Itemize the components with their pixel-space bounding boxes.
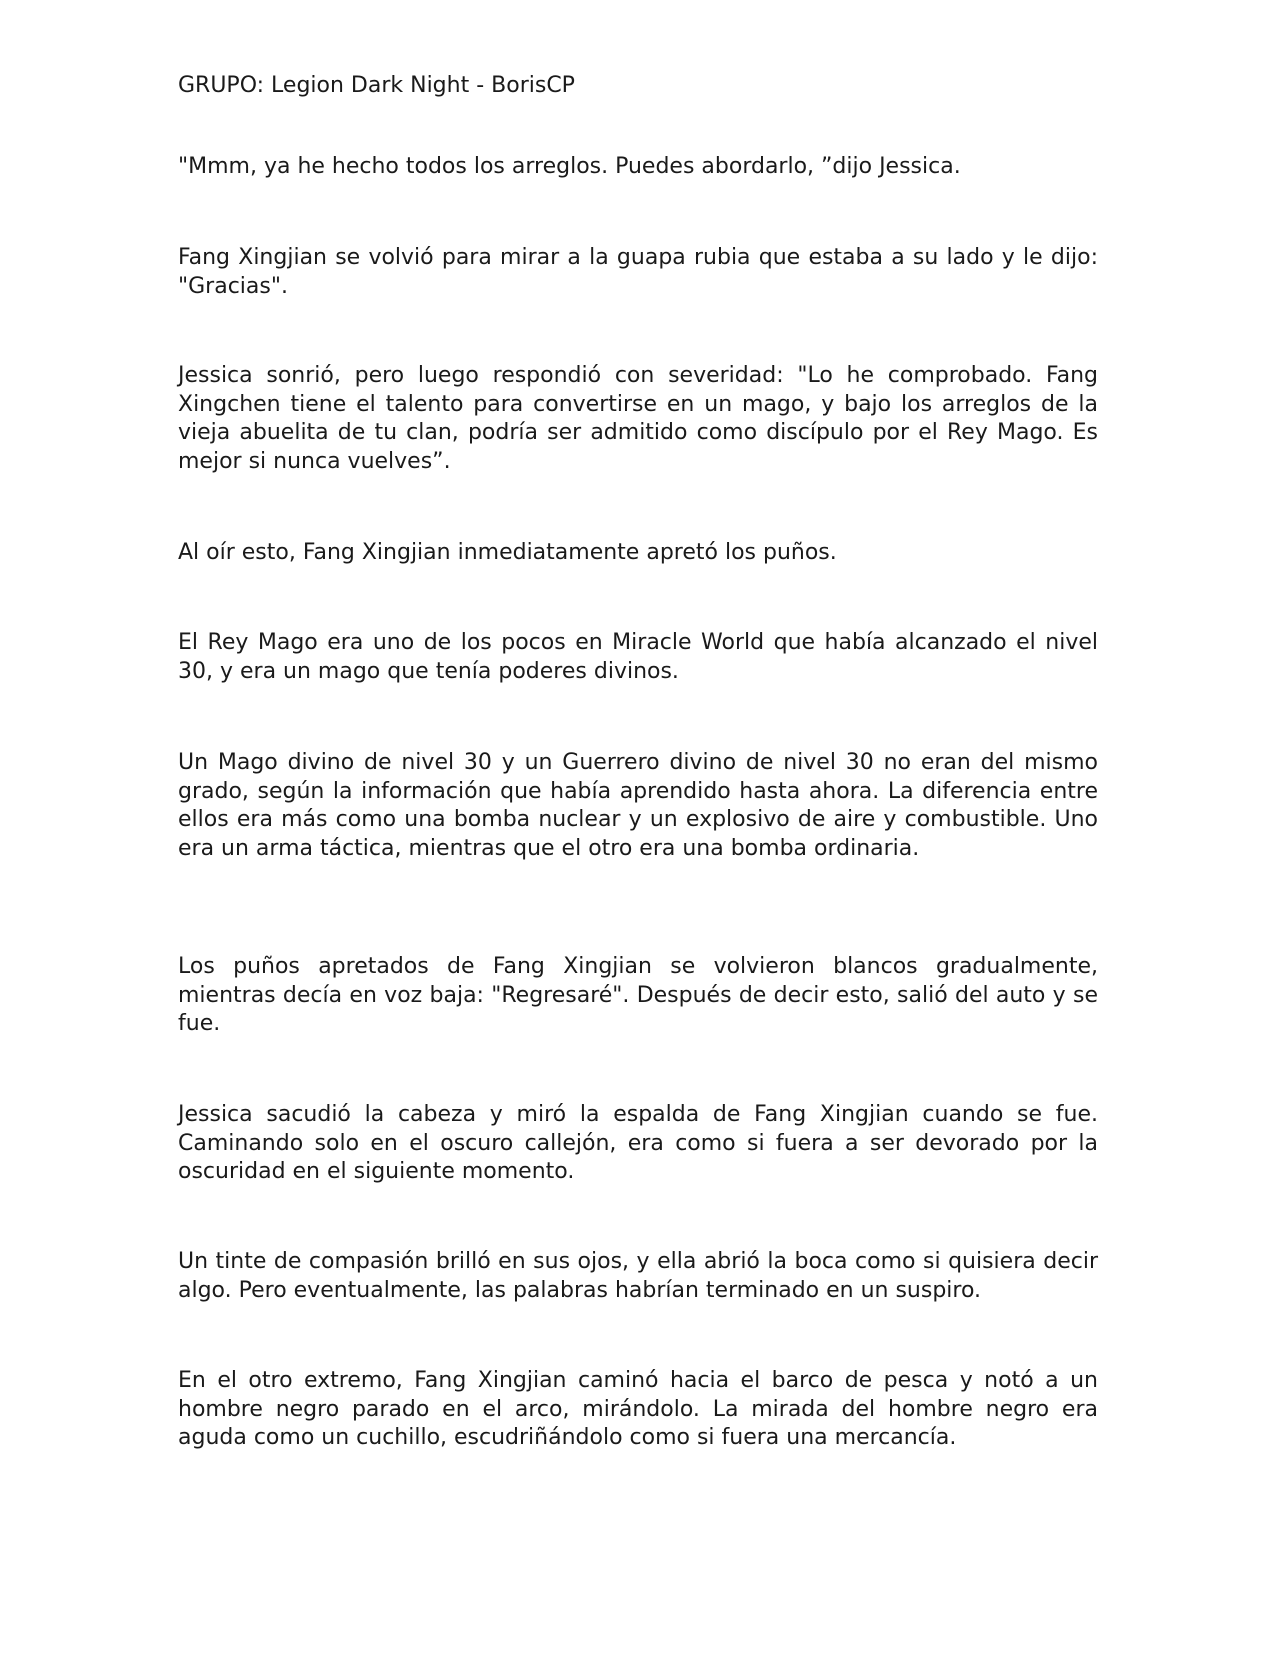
paragraph-6: Un Mago divino de nivel 30 y un Guerrero divino de nivel 30 no eran del mismo grado, según la información que había aprendido hasta ahora. La diferencia entre ellos era más como una bomba nuclear y un explosivo de aire y combustible. Uno era un arma táctica, mientras que el otro era una bomba ordinaria.	[178, 750, 1098, 861]
paragraph-4: Al oír esto, Fang Xingjian inmediatamente apretó los puños.	[178, 540, 837, 565]
paragraph-9: Un tinte de compasión brilló en sus ojos, y ella abrió la boca como si quisiera decir algo. Pero eventualmente, las palabras habrían terminado en un suspiro.	[178, 1249, 1098, 1303]
paragraph-2: Fang Xingjian se volvió para mirar a la guapa rubia que estaba a su lado y le dijo: "Gracias".	[178, 245, 1098, 299]
paragraph-5: El Rey Mago era uno de los pocos en Miracle World que había alcanzado el nivel 30, y era un mago que tenía poderes divinos.	[178, 630, 1098, 684]
paragraph-10: En el otro extremo, Fang Xingjian caminó hacia el barco de pesca y notó a un hombre negro parado en el arco, mirándolo. La mirada del hombre negro era aguda como un cuchillo, escudriñándolo como si fuera una mercancía.	[178, 1368, 1098, 1450]
group-header: GRUPO: Legion Dark Night - BorisCP	[178, 73, 575, 98]
paragraph-8: Jessica sacudió la cabeza y miró la espalda de Fang Xingjian cuando se fue. Caminando solo en el oscuro callejón, era como si fuera a ser devorado por la oscuridad en el siguiente momento.	[178, 1102, 1098, 1184]
paragraph-1: "Mmm, ya he hecho todos los arreglos. Puedes abordarlo, ”dijo Jessica.	[178, 154, 961, 179]
paragraph-3: Jessica sonrió, pero luego respondió con severidad: "Lo he comprobado. Fang Xingchen tiene el talento para convertirse en un mago, y bajo los arreglos de la vieja abuelita de tu clan, podría ser admitido como discípulo por el Rey Mago. Es mejor si nunca vuelves”.	[178, 363, 1098, 474]
paragraph-7: Los puños apretados de Fang Xingjian se volvieron blancos gradualmente, mientras decía en voz baja: "Regresaré". Después de decir esto, salió del auto y se fue.	[178, 954, 1098, 1036]
